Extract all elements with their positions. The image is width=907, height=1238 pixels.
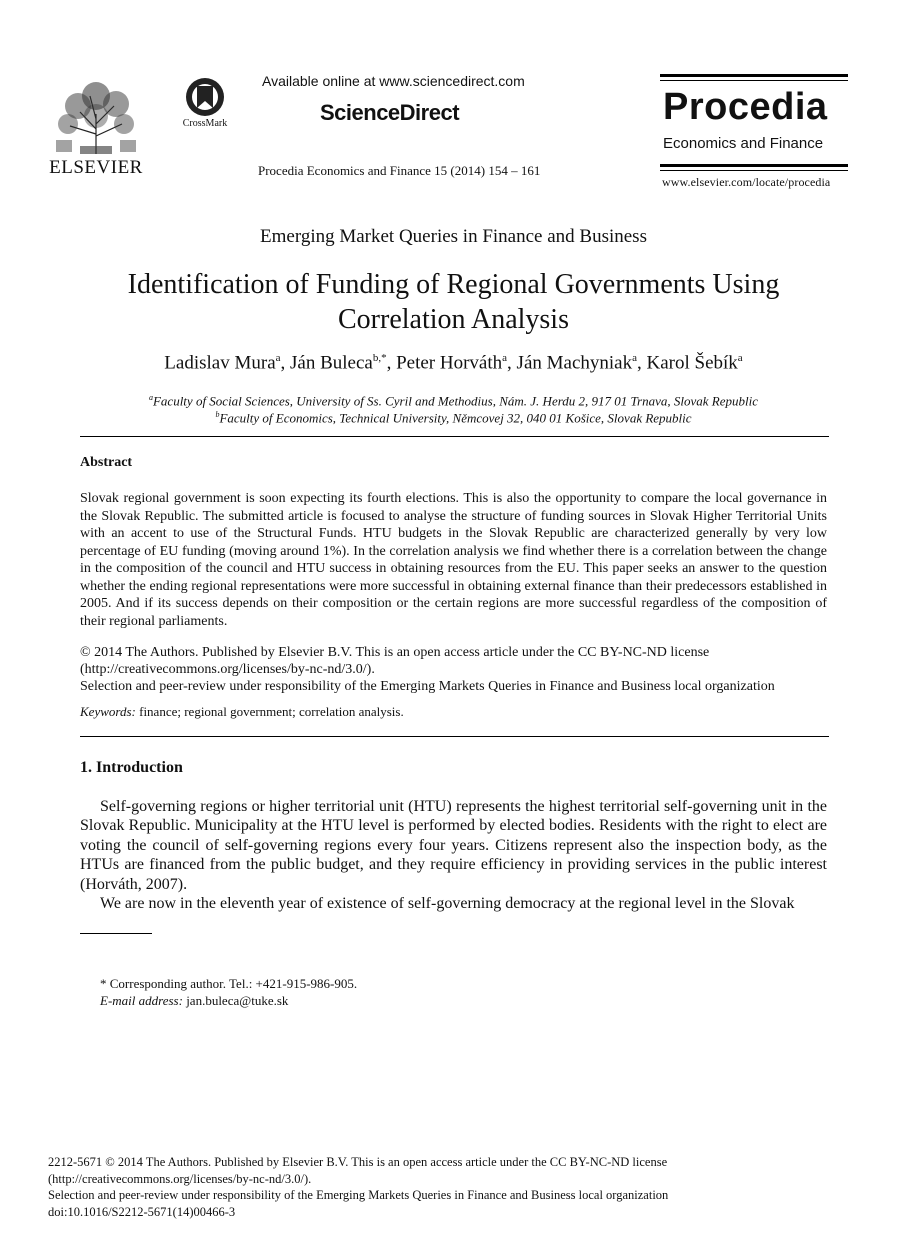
affiliation-a	[60, 393, 847, 409]
abstract-body: Slovak regional government is soon expecting its fourth elections. This is also the opportunity to compare the local governance in the Slovak Republic. The submitted article is focused to analyse the structure of funding sources in Slovak Higher Territorial Units with an accent to use of the Structural Funds. HTU budgets in the Slovak Republic are characterized generally by very low percentage of EU funding (moving around 1%). In the correlation analysis we find whether there is a correlation between the change in the composition of the council and HTU success in obtaining resources from the EU. This paper seeks an answer to the question whether the ending regional representations were more successful in obtaining external finance than their predecessors established in 2005. And if its success depends on their composition or the certain regions are more successful regardless of the composition of their regional parliaments.	[80, 491, 827, 629]
author-affil-sup: a	[737, 352, 743, 364]
abstract-heading: Abstract	[80, 455, 133, 470]
paragraph: We are now in the eleventh year of existence of self-governing democracy at the regional level in the Slovak	[100, 895, 795, 913]
masthead-rule-bottom	[660, 164, 848, 167]
doi[interactable]: doi:10.1016/S2212-5671(14)00466-3	[48, 1204, 236, 1219]
author-name: Ján Machyniak	[516, 352, 633, 374]
email-label: E-mail address:	[100, 993, 183, 1008]
elsevier-logo	[40, 74, 152, 178]
author-list	[60, 352, 847, 374]
issn-copyright: 2212-5671 © 2014 The Authors. Published by Elsevier B.V. This is an open access article under the CC BY-NC-ND license	[48, 1155, 668, 1169]
conference-name: Emerging Market Queries in Finance and Business	[260, 226, 647, 247]
introduction-body	[80, 797, 827, 913]
masthead-rule-top	[660, 74, 848, 77]
divider-top	[80, 436, 829, 437]
author-affil-sup: a	[502, 352, 508, 364]
footnote-rule	[80, 933, 152, 934]
corresponding-author: * Corresponding author. Tel.: +421-915-986-905.	[100, 976, 358, 991]
bottom-license-block	[48, 1154, 868, 1220]
crossmark-icon	[182, 76, 228, 118]
author-name: Ladislav Mura	[164, 352, 276, 374]
copyright-block	[80, 644, 827, 695]
author-affil-sup: a	[275, 352, 281, 364]
divider-bottom	[80, 736, 829, 737]
masthead-rule-bottom-thin	[660, 170, 848, 171]
procedia-url[interactable]: www.elsevier.com/locate/procedia	[662, 175, 831, 189]
author-name: Karol Šebík	[646, 352, 738, 374]
paper-title	[80, 267, 827, 337]
author-separator: ,	[386, 352, 397, 374]
available-online-text: Available online at www.sciencedirect.com	[262, 73, 525, 89]
journal-reference: Procedia Economics and Finance 15 (2014) 154 – 161	[258, 163, 541, 178]
bottom-license-link[interactable]: (http://creativecommons.org/licenses/by-nc-nd/3.0/).	[48, 1171, 312, 1186]
author-separator: ,	[637, 352, 647, 374]
copyright-line: © 2014 The Authors. Published by Elsevier B.V. This is an open access article under the CC BY-NC-ND license	[80, 645, 710, 660]
email-line	[100, 992, 820, 1009]
author-separator: ,	[280, 352, 291, 374]
crossmark-badge[interactable]	[174, 76, 236, 136]
paper-title-line1: Identification of Funding of Regional Governments Using	[127, 269, 780, 300]
procedia-masthead	[660, 74, 848, 192]
keywords	[80, 704, 827, 720]
procedia-subtitle: Economics and Finance	[663, 135, 824, 152]
affiliation-sup: a	[148, 393, 153, 402]
crossmark-label: CrossMark	[182, 118, 228, 129]
paragraph: Self-governing regions or higher territorial unit (HTU) represents the highest territorial self-governing unit in the Slovak Republic. Municipality at the HTU level is performed by elected bodies. Residents with the right to elect are voting the council of self-governing regions every four years. Citizens represent also the inspection body, as the HTUs are financed from the public budget, and they require efficiency in providing services in the public interest (Horváth, 2007).	[80, 798, 827, 893]
paper-title-line2: Correlation Analysis	[338, 304, 569, 335]
affiliation-text: Faculty of Economics, Technical University, Němcovej 32, 040 01 Košice, Slovak Republic	[219, 410, 692, 426]
footnote	[100, 975, 820, 1009]
author-affil-sup: b,*	[372, 352, 387, 364]
email-address[interactable]: jan.buleca@tuke.sk	[182, 993, 289, 1008]
keywords-label: Keywords:	[80, 704, 136, 719]
affiliation-sup: b	[215, 410, 220, 419]
elsevier-wordmark: ELSEVIER	[49, 157, 143, 178]
peer-review-statement: Selection and peer-review under responsibility of the Emerging Markets Queries in Finance and Business local organization	[80, 679, 775, 694]
sciencedirect-logo: ScienceDirect	[320, 100, 460, 125]
procedia-title: Procedia	[663, 86, 828, 128]
elsevier-tree-icon	[50, 74, 142, 156]
keywords-list: finance; regional government; correlation analysis.	[135, 704, 404, 719]
author-separator: ,	[507, 352, 517, 374]
author-affil-sup: a	[632, 352, 637, 364]
author-name: Peter Horváth	[396, 352, 503, 374]
author-name: Ján Buleca	[290, 352, 373, 374]
affiliation-b	[60, 410, 847, 426]
license-link[interactable]: (http://creativecommons.org/licenses/by-nc-nd/3.0/).	[80, 662, 375, 677]
affiliation-text: Faculty of Social Sciences, University of Ss. Cyril and Methodius, Nám. J. Herdu 2, 917 01 Trnava, Slovak Republic	[152, 393, 758, 409]
masthead-rule-top-thin	[660, 80, 848, 81]
bottom-peer-review: Selection and peer-review under responsibility of the Emerging Markets Queries in Finance and Business local organization	[48, 1188, 669, 1203]
section-heading-introduction: 1. Introduction	[80, 759, 183, 776]
